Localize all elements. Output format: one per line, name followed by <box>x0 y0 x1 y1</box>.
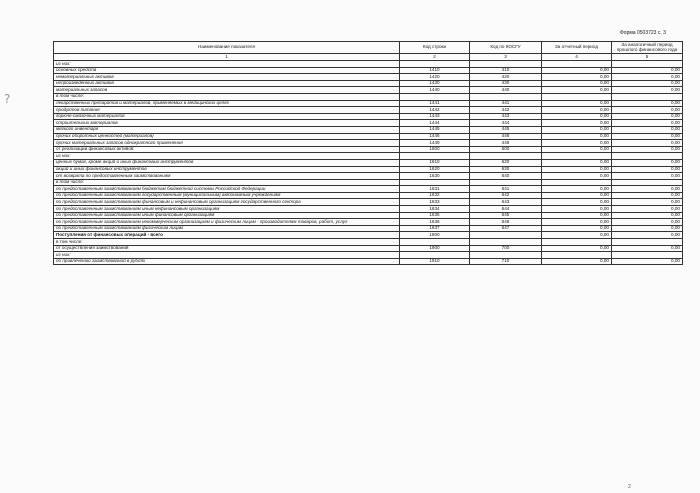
row-kosgu-code: 644 <box>470 206 542 213</box>
table-row <box>54 199 683 206</box>
row-previous-value: 0,00 <box>612 140 683 147</box>
row-name: ценных бумаг, кроме акций и иных финансовых инструментов <box>54 159 400 166</box>
row-name: Поступления от финансовых операций - всего <box>54 232 400 239</box>
row-name: основных средств <box>54 67 400 74</box>
colnum-1: 1 <box>54 54 400 61</box>
row-kosgu-code: 446 <box>470 133 542 140</box>
row-current-value: 0,00 <box>542 219 612 226</box>
row-current-value: 0,00 <box>542 173 612 180</box>
row-name: строительных материалов <box>54 120 400 127</box>
row-line-code: 1446 <box>400 133 470 140</box>
row-name: нематериальных активов <box>54 74 400 81</box>
row-previous-value <box>612 153 683 160</box>
row-previous-value: 0,00 <box>612 245 683 252</box>
row-line-code: 1800 <box>400 232 470 239</box>
row-line-code: 1630 <box>400 173 470 180</box>
row-kosgu-code <box>470 239 542 246</box>
column-number-row <box>54 54 683 61</box>
row-kosgu-code: 641 <box>470 186 542 193</box>
row-name: продуктов питания <box>54 107 400 114</box>
row-kosgu-code: 600 <box>470 146 542 153</box>
row-current-value: 0,00 <box>542 140 612 147</box>
row-previous-value: 0,00 <box>612 166 683 173</box>
table-row <box>54 126 683 133</box>
row-current-value <box>542 252 612 259</box>
row-previous-value <box>612 61 683 68</box>
row-line-code <box>400 239 470 246</box>
table-row <box>54 252 683 259</box>
row-name: по привлечению заимствований в рублях <box>54 258 400 265</box>
table-row <box>54 100 683 107</box>
row-line-code: 1632 <box>400 192 470 199</box>
row-name: в том числе: <box>54 239 400 246</box>
row-current-value: 0,00 <box>542 133 612 140</box>
row-current-value: 0,00 <box>542 87 612 94</box>
row-previous-value: 0,00 <box>612 186 683 193</box>
row-name: из них: <box>54 252 400 259</box>
row-line-code: 1631 <box>400 186 470 193</box>
table-row <box>54 61 683 68</box>
row-previous-value: 0,00 <box>612 159 683 166</box>
row-line-code: 1441 <box>400 100 470 107</box>
row-kosgu-code <box>470 61 542 68</box>
row-line-code: 1637 <box>400 225 470 232</box>
row-kosgu-code: 640 <box>470 173 542 180</box>
row-line-code: 1443 <box>400 113 470 120</box>
row-previous-value: 0,00 <box>612 74 683 81</box>
row-kosgu-code: 710 <box>470 258 542 265</box>
row-previous-value: 0,00 <box>612 107 683 114</box>
row-name: прочих материальных запасов однократного применения <box>54 140 400 147</box>
row-current-value: 0,00 <box>542 245 612 252</box>
row-line-code: 1634 <box>400 206 470 213</box>
table-row <box>54 179 683 186</box>
table-row <box>54 133 683 140</box>
row-kosgu-code: 410 <box>470 67 542 74</box>
row-kosgu-code: 647 <box>470 225 542 232</box>
row-kosgu-code: 430 <box>470 80 542 87</box>
row-line-code: 1445 <box>400 126 470 133</box>
table-row <box>54 159 683 166</box>
row-name: мягкого инвентаря <box>54 126 400 133</box>
table-row <box>54 67 683 74</box>
row-name: из них: <box>54 61 400 68</box>
row-previous-value: 0,00 <box>612 133 683 140</box>
colnum-2: 2 <box>400 54 470 61</box>
row-name: в том числе: <box>54 179 400 186</box>
row-line-code: 1442 <box>400 107 470 114</box>
report-table <box>53 41 683 265</box>
row-name: по предоставленным заимствованиям иным финансовым организациям <box>54 212 400 219</box>
table-row <box>54 153 683 160</box>
row-previous-value: 0,00 <box>612 206 683 213</box>
row-current-value: 0,00 <box>542 80 612 87</box>
row-current-value <box>542 179 612 186</box>
table-row <box>54 113 683 120</box>
row-kosgu-code: 440 <box>470 87 542 94</box>
row-line-code: 1420 <box>400 74 470 81</box>
row-line-code: 1600 <box>400 146 470 153</box>
row-previous-value: 0,00 <box>612 120 683 127</box>
colnum-4: 4 <box>542 54 612 61</box>
row-name: по предоставленным заимствованиям бюджетам бюджетной системы Российской Федерации <box>54 186 400 193</box>
table-row <box>54 245 683 252</box>
row-previous-value: 0,00 <box>612 232 683 239</box>
table-row <box>54 225 683 232</box>
row-current-value <box>542 239 612 246</box>
table-row <box>54 93 683 100</box>
table-row <box>54 146 683 153</box>
row-previous-value: 0,00 <box>612 67 683 74</box>
row-line-code: 1610 <box>400 159 470 166</box>
row-current-value: 0,00 <box>542 159 612 166</box>
row-name: прочих оборотных ценностей (материалов) <box>54 133 400 140</box>
row-line-code: 1410 <box>400 67 470 74</box>
row-line-code: 1635 <box>400 212 470 219</box>
row-previous-value <box>612 179 683 186</box>
form-code: Форма 0503723 с. 3 <box>620 30 666 36</box>
row-line-code <box>400 252 470 259</box>
header-line-code: Код строки <box>400 42 470 54</box>
colnum-5: 5 <box>612 54 683 61</box>
row-current-value: 0,00 <box>542 126 612 133</box>
row-previous-value: 0,00 <box>612 146 683 153</box>
table-row <box>54 192 683 199</box>
row-name: в том числе: <box>54 93 400 100</box>
row-previous-value <box>612 239 683 246</box>
row-current-value: 0,00 <box>542 166 612 173</box>
header-previous-period: За аналогичный период прошлого финансового года <box>612 42 683 54</box>
row-previous-value: 0,00 <box>612 113 683 120</box>
table-row <box>54 186 683 193</box>
row-current-value: 0,00 <box>542 206 612 213</box>
row-name: по предоставленным заимствованиям некоммерческим организациям и физическим лицам - производителям товаров, работ, услуг <box>54 219 400 226</box>
table-row <box>54 74 683 81</box>
header-name: Наименование показателя <box>54 42 400 54</box>
row-name: от возврата по предоставленным заимствованиям <box>54 173 400 180</box>
table-row <box>54 219 683 226</box>
row-name: непроизведенных активов <box>54 80 400 87</box>
table-row <box>54 166 683 173</box>
row-current-value: 0,00 <box>542 225 612 232</box>
row-kosgu-code: 441 <box>470 100 542 107</box>
row-name: акций и иных финансовых инструментов <box>54 166 400 173</box>
row-current-value: 0,00 <box>542 120 612 127</box>
row-kosgu-code <box>470 179 542 186</box>
row-previous-value <box>612 252 683 259</box>
table-row <box>54 173 683 180</box>
row-name: лекарственных препаратов и материалов, применяемых в медицинских целях <box>54 100 400 107</box>
row-kosgu-code <box>470 153 542 160</box>
table-row <box>54 239 683 246</box>
colnum-3: 3 <box>470 54 542 61</box>
row-kosgu-code <box>470 232 542 239</box>
row-current-value: 0,00 <box>542 100 612 107</box>
row-kosgu-code: 444 <box>470 120 542 127</box>
page-footer: 2 <box>628 484 631 490</box>
row-previous-value: 0,00 <box>612 225 683 232</box>
row-current-value: 0,00 <box>542 258 612 265</box>
row-current-value: 0,00 <box>542 199 612 206</box>
row-kosgu-code: 700 <box>470 245 542 252</box>
row-kosgu-code <box>470 93 542 100</box>
header-kosgu-code: Код по КОСГУ <box>470 42 542 54</box>
header-current-period: За отчетный период <box>542 42 612 54</box>
row-line-code: 1910 <box>400 258 470 265</box>
row-kosgu-code: 643 <box>470 199 542 206</box>
row-kosgu-code: 445 <box>470 126 542 133</box>
table-header-row <box>54 42 683 54</box>
table-row <box>54 107 683 114</box>
table-row <box>54 232 683 239</box>
row-kosgu-code: 443 <box>470 113 542 120</box>
row-name: по предоставленным заимствованиям иным нефинансовым организациям <box>54 206 400 213</box>
row-name: по предоставленным заимствованиям финансовым и нефинансовым организациям государственного сектора <box>54 199 400 206</box>
row-previous-value: 0,00 <box>612 126 683 133</box>
row-previous-value: 0,00 <box>612 100 683 107</box>
table-row <box>54 87 683 94</box>
row-previous-value: 0,00 <box>612 173 683 180</box>
row-current-value: 0,00 <box>542 192 612 199</box>
row-name: от реализации финансовых активов: <box>54 146 400 153</box>
row-line-code <box>400 179 470 186</box>
row-current-value: 0,00 <box>542 146 612 153</box>
row-kosgu-code <box>470 252 542 259</box>
row-name: от осуществления заимствований <box>54 245 400 252</box>
row-kosgu-code: 420 <box>470 74 542 81</box>
row-name: материальных запасов <box>54 87 400 94</box>
row-line-code: 1449 <box>400 140 470 147</box>
row-previous-value: 0,00 <box>612 199 683 206</box>
row-kosgu-code: 645 <box>470 212 542 219</box>
row-current-value: 0,00 <box>542 74 612 81</box>
table-row <box>54 258 683 265</box>
row-name: по предоставленным заимствованиям физическим лицам <box>54 225 400 232</box>
row-previous-value: 0,00 <box>612 80 683 87</box>
row-current-value <box>542 61 612 68</box>
row-name: по предоставленным заимствованиям государственным (муниципальным) автономным учреждениям <box>54 192 400 199</box>
row-line-code: 1444 <box>400 120 470 127</box>
row-current-value: 0,00 <box>542 212 612 219</box>
row-current-value: 0,00 <box>542 186 612 193</box>
row-current-value: 0,00 <box>542 232 612 239</box>
row-line-code: 1900 <box>400 245 470 252</box>
table-row <box>54 212 683 219</box>
row-previous-value: 0,00 <box>612 192 683 199</box>
row-line-code: 1430 <box>400 80 470 87</box>
row-kosgu-code: 642 <box>470 192 542 199</box>
row-line-code: 1633 <box>400 199 470 206</box>
margin-mark: ? <box>4 92 11 106</box>
row-kosgu-code: 442 <box>470 107 542 114</box>
row-line-code: 1620 <box>400 166 470 173</box>
table-row <box>54 206 683 213</box>
row-kosgu-code: 630 <box>470 166 542 173</box>
row-previous-value: 0,00 <box>612 219 683 226</box>
row-line-code: 1440 <box>400 87 470 94</box>
row-line-code <box>400 153 470 160</box>
row-current-value: 0,00 <box>542 107 612 114</box>
table-row <box>54 80 683 87</box>
row-name: из них: <box>54 153 400 160</box>
row-previous-value <box>612 93 683 100</box>
row-name: горюче-смазочных материалов <box>54 113 400 120</box>
row-current-value: 0,00 <box>542 113 612 120</box>
row-line-code <box>400 93 470 100</box>
row-previous-value: 0,00 <box>612 258 683 265</box>
row-line-code <box>400 61 470 68</box>
row-current-value: 0,00 <box>542 67 612 74</box>
row-previous-value: 0,00 <box>612 212 683 219</box>
row-previous-value: 0,00 <box>612 87 683 94</box>
row-current-value <box>542 93 612 100</box>
row-kosgu-code: 620 <box>470 159 542 166</box>
row-line-code: 1636 <box>400 219 470 226</box>
table-row <box>54 120 683 127</box>
row-current-value <box>542 153 612 160</box>
row-kosgu-code: 449 <box>470 140 542 147</box>
row-kosgu-code: 646 <box>470 219 542 226</box>
table-row <box>54 140 683 147</box>
